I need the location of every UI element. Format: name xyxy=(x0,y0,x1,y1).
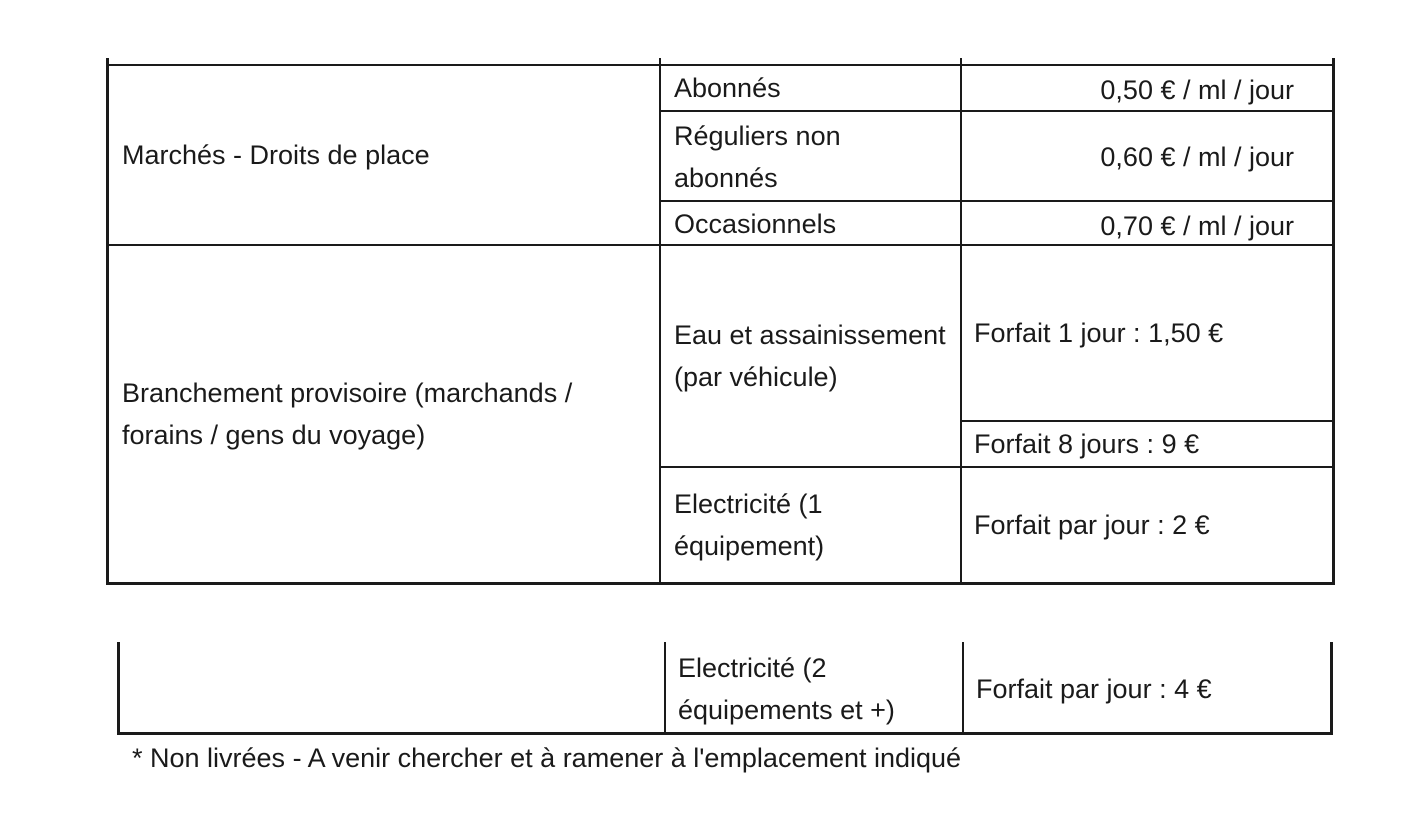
elec2-category: Electricité (2 équipements et +) xyxy=(678,653,895,725)
table2-bottom-border xyxy=(117,732,1333,735)
table2-col-divider xyxy=(962,642,964,734)
table1-bottom-border xyxy=(108,582,1334,585)
table2-right-border xyxy=(1330,642,1333,734)
occasionnels-category: Occasionnels xyxy=(674,209,837,239)
table1-right-border xyxy=(1332,58,1335,585)
occasionnels-price: 0,70 € / ml / jour xyxy=(1100,211,1294,241)
abonnes-price: 0,50 € / ml / jour xyxy=(1100,75,1294,105)
elec1-category: Electricité (1 équipement) xyxy=(674,489,825,561)
eau-price-1-day: Forfait 1 jour : 1,50 € xyxy=(974,318,1224,348)
table1-col-divider xyxy=(960,58,962,585)
footnote: * Non livrées - A venir chercher et à ramener à l'emplacement indiqué xyxy=(132,743,962,773)
eau-category: Eau et assainissement (par véhicule) xyxy=(674,320,946,392)
elec2-price: Forfait par jour : 4 € xyxy=(976,674,1212,704)
marches-label: Marchés - Droits de place xyxy=(122,140,430,170)
reguliers-price: 0,60 € / ml / jour xyxy=(1100,142,1294,172)
table1-col-divider xyxy=(659,58,661,585)
elec1-price: Forfait par jour : 2 € xyxy=(974,510,1210,540)
eau-price-8-days: Forfait 8 jours : 9 € xyxy=(974,429,1200,459)
table1-left-border xyxy=(106,58,109,585)
table2-left-border xyxy=(117,642,120,734)
table2-col-divider xyxy=(664,642,666,734)
branchement-label: Branchement provisoire (marchands / forains / gens du voyage) xyxy=(122,378,573,450)
abonnes-category: Abonnés xyxy=(674,73,781,103)
reguliers-category: Réguliers non abonnés xyxy=(674,121,841,193)
